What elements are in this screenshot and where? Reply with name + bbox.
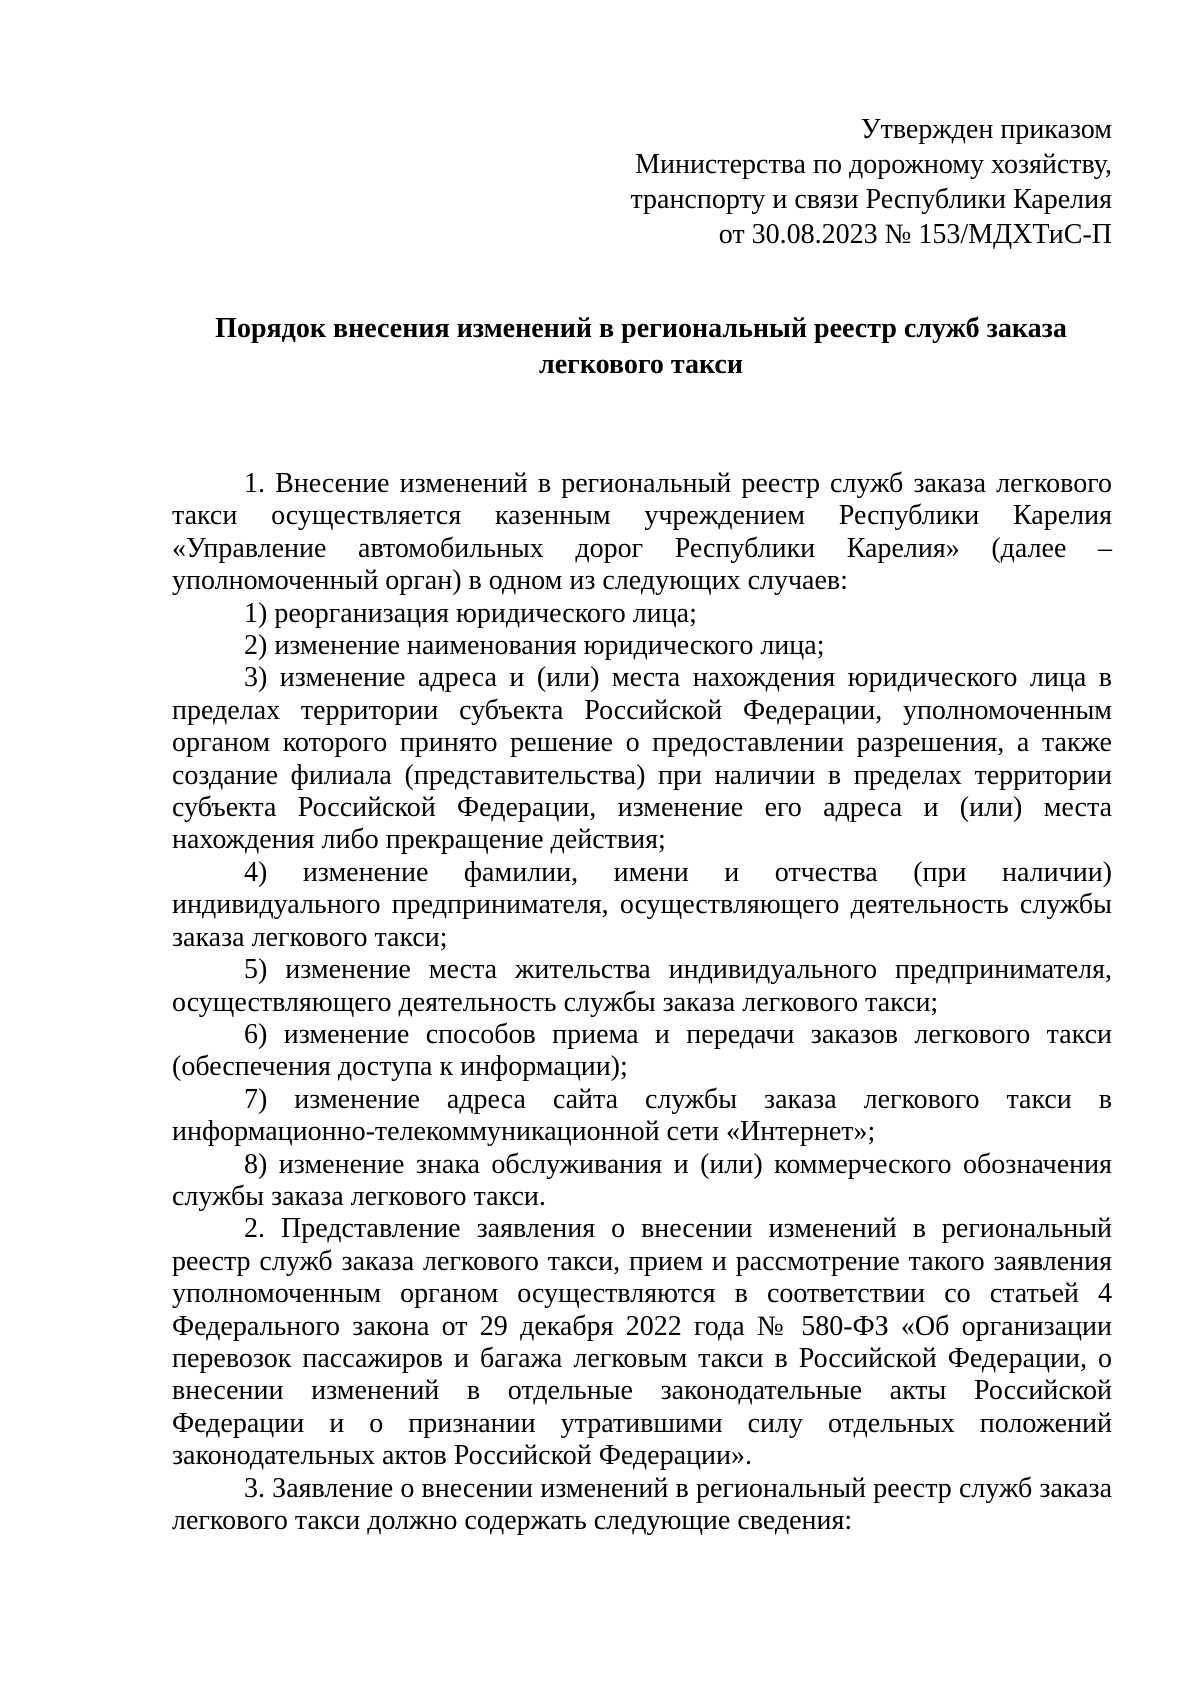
list-item-1: 1) реорганизация юридического лица;: [244, 597, 697, 629]
list-item-3: 3) изменение адреса и (или) места нахождения юридического лица в пределах территории субъекта Российской Федерации, уполномоченным органом которого принято решение о предоставлении разрешения, а также создание филиала (представительства) при наличии в пределах территории субъекта Российской Федерации, изменение его адреса и (или) места нахождения либо прекращение действия;: [172, 662, 1112, 856]
list-item-8: 8) изменение знака обслуживания и (или) коммерческого обозначения службы заказа легкового такси.: [172, 1148, 1112, 1212]
paragraph-2: 2. Представление заявления о внесении изменений в региональный реестр служб заказа легкового такси, прием и рассмотрение такого заявления уполномоченным органом осуществляются в соответствии со статьей 4 Федерального закона от 29 декабря 2022 года № 580-ФЗ «Об организации перевозок пассажиров и багажа легковым такси в Российской Федерации, о внесении изменений в отдельные законодательные акты Российской Федерации и о признании утратившими силу отдельных положений законодательных актов Российской Федерации».: [172, 1213, 1112, 1472]
document-body: [172, 468, 1112, 1537]
title-line: легкового такси: [539, 349, 743, 380]
title-line: Порядок внесения изменений в региональный реестр служб заказа: [215, 313, 1067, 344]
list-item-2: 2) изменение наименования юридического лица;: [244, 630, 825, 662]
paragraph-3: 3. Заявление о внесении изменений в региональный реестр служб заказа легкового такси должно содержать следующие сведения:: [172, 1472, 1112, 1536]
approval-line: Министерства по дорожному хозяйству,: [635, 149, 1112, 180]
document-title: [172, 311, 1110, 383]
list-item-7: 7) изменение адреса сайта службы заказа легкового такси в информационно-телекоммуникационной сети «Интернет»;: [172, 1083, 1112, 1148]
list-item-5: 5) изменение места жительства индивидуального предпринимателя, осуществляющего деятельность службы заказа легкового такси;: [172, 954, 1112, 1018]
approval-order-number: от 30.08.2023 № 153/МДХТиС-П: [718, 219, 1112, 250]
paragraph-1: 1. Внесение изменений в региональный реестр служб заказа легкового такси осуществляется казенным учреждением Республики Карелия «Управление автомобильных дорог Республики Карелия» (далее – уполномоченный орган) в одном из следующих случаев:: [172, 468, 1112, 597]
approval-stamp-block: [630, 112, 1112, 252]
approval-line: Утвержден приказом: [860, 114, 1112, 145]
approval-line: транспорту и связи Республики Карелия: [630, 184, 1112, 215]
list-item-4: 4) изменение фамилии, имени и отчества (при наличии) индивидуального предпринимателя, осуществляющего деятельность службы заказа легкового такси;: [172, 856, 1112, 953]
list-item-6: 6) изменение способов приема и передачи заказов легкового такси (обеспечения доступа к информации);: [172, 1018, 1112, 1083]
